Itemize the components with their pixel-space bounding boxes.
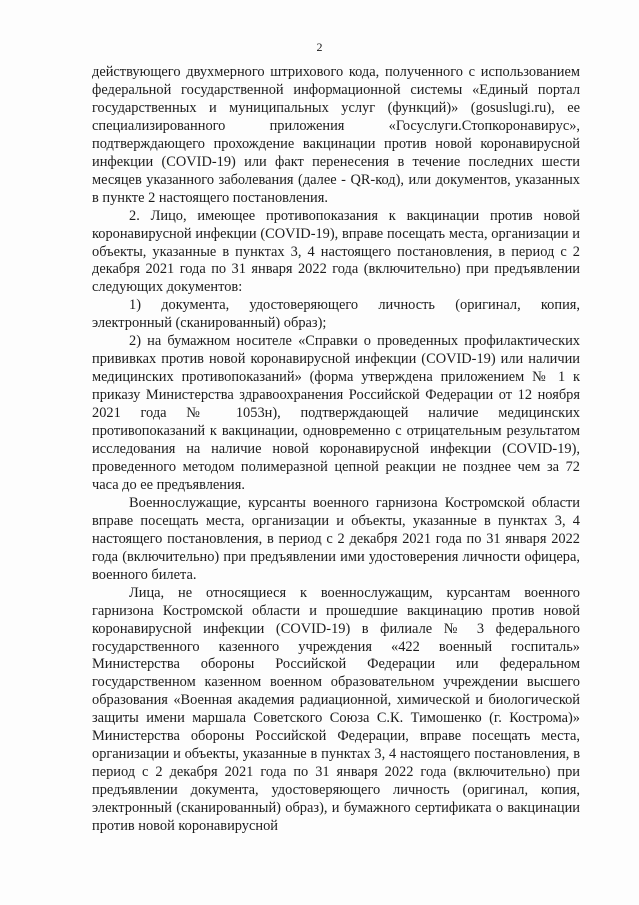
paragraph-qr-code-continuation: действующего двухмерного штрихового кода, полученного с использованием федеральной государственной информационной системы «Единый портал государственных и муниципальных услуг (функций)» (gosuslugi.ru), ее специализированного приложения «Госуслуги.Стопкоронавирус», подтверждающего прохождение вакцинации против новой коронавирусной инфекции (COVID-19) или факт перенесения в течение последних шести месяцев указанного заболевания (далее - QR-код), или документов, указанных в пункте 2 настоящего постановления. — [92, 64, 580, 206]
paragraph-subitem-2-medical-certificate: 2) на бумажном носителе «Справки о проведенных профилактических прививках против новой коронавирусной инфекции (COVID-19) или наличии медицинских противопоказаний» (форма утверждена приложением № 1 к приказу Министерства здравоохранения Российской Федерации от 12 ноября 2021 года № 1053н), подтверждающей наличие медицинских противопоказаний к вакцинации, одновременно с отрицательным результатом исследования на наличие новой коронавирусной инфекции (COVID-19), проведенного методом полимеразной цепной реакции не позднее чем за 72 часа до ее предъявления. — [92, 333, 580, 493]
document-body — [92, 64, 580, 836]
paragraph-non-military-vaccinated: Лица, не относящиеся к военнослужащим, курсантам военного гарнизона Костромской области и прошедшие вакцинацию против новой коронавирусной инфекции (COVID-19) в филиале № 3 федерального государственного казенного учреждения «422 военный госпиталь» Министерства обороны Российской Федерации или федеральном государственном казенном военном образовательном учреждении высшего образования «Военная академия радиационной, химической и биологической защиты имени маршала Советского Союза С.К. Тимошенко (г. Кострома)» Министерства обороны Российской Федерации, вправе посещать места, организации и объекты, указанные в пунктах 3, 4 настоящего постановления, в период с 2 декабря 2021 года по 31 января 2022 года (включительно) при предъявлении документа, удостоверяющего личность (оригинал, копия, электронный (сканированный) образ), и бумажного сертификата о вакцинации против новой коронавирусной — [92, 584, 580, 835]
paragraph-subitem-1-identity-document: 1) документа, удостоверяющего личность (оригинал, копия, электронный (сканированный) образ); — [92, 297, 580, 332]
paragraph-item-2-contraindications: 2. Лицо, имеющее противопоказания к вакцинации против новой коронавирусной инфекции (COVID-19), вправе посещать места, организации и объекты, указанные в пунктах 3, 4 настоящего постановления, в период с 2 декабря 2021 года по 31 января 2022 года (включительно) при предъявлении следующих документов: — [92, 207, 580, 296]
paragraph-military-personnel: Военнослужащие, курсанты военного гарнизона Костромской области вправе посещать места, организации и объекты, указанные в пунктах 3, 4 настоящего постановления, в период с 2 декабря 2021 года по 31 января 2022 года (включительно) при предъявлении ими удостоверения личности офицера, военного билета. — [92, 494, 580, 583]
page-number: 2 — [316, 40, 323, 54]
